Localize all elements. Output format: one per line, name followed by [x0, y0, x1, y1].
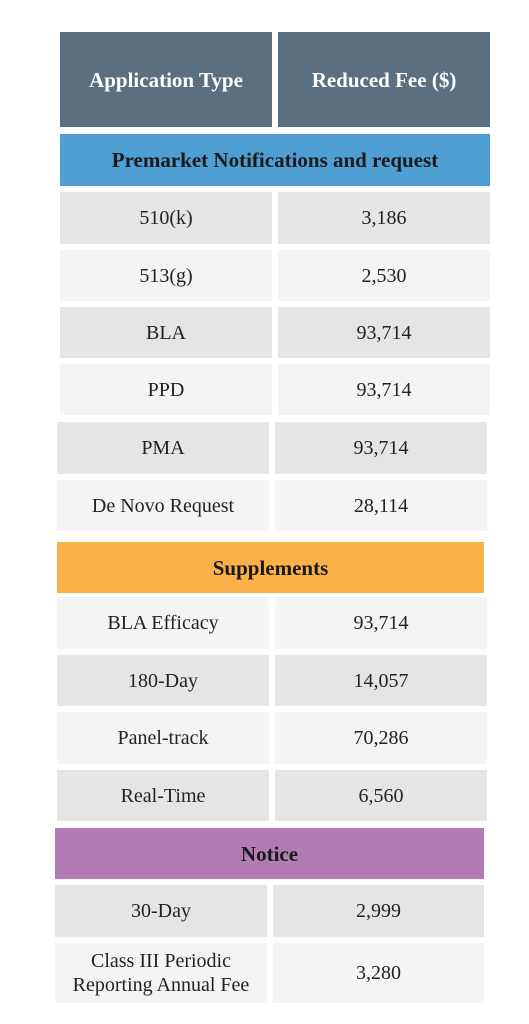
row-type: Class III Periodic Reporting Annual Fee — [55, 943, 267, 1003]
section-notice: Notice — [55, 828, 484, 879]
row-fee: 93,714 — [278, 364, 490, 415]
row-fee: 93,714 — [275, 422, 487, 474]
row-type: 513(g) — [60, 250, 272, 301]
row-fee: 28,114 — [275, 480, 487, 531]
section-premarket-notifications: Premarket Notifications and request — [60, 134, 490, 186]
row-fee: 93,714 — [275, 597, 487, 649]
row-type: Real-Time — [57, 770, 269, 821]
row-type: Panel-track — [57, 712, 269, 764]
row-type: 30-Day — [55, 885, 267, 937]
row-fee: 2,999 — [273, 885, 484, 937]
row-type: BLA — [60, 307, 272, 358]
section-supplements: Supplements — [57, 542, 484, 593]
header-reduced-fee: Reduced Fee ($) — [278, 32, 490, 127]
row-type: De Novo Request — [57, 480, 269, 531]
row-fee: 70,286 — [275, 712, 487, 764]
header-application-type: Application Type — [60, 32, 272, 127]
row-fee: 3,280 — [273, 943, 484, 1003]
row-fee: 3,186 — [278, 192, 490, 244]
row-type: 510(k) — [60, 192, 272, 244]
row-fee: 14,057 — [275, 655, 487, 706]
row-fee: 6,560 — [275, 770, 487, 821]
row-fee: 2,530 — [278, 250, 490, 301]
row-type: 180-Day — [57, 655, 269, 706]
row-fee: 93,714 — [278, 307, 490, 358]
row-type: PPD — [60, 364, 272, 415]
row-type: BLA Efficacy — [57, 597, 269, 649]
row-type: PMA — [57, 422, 269, 474]
